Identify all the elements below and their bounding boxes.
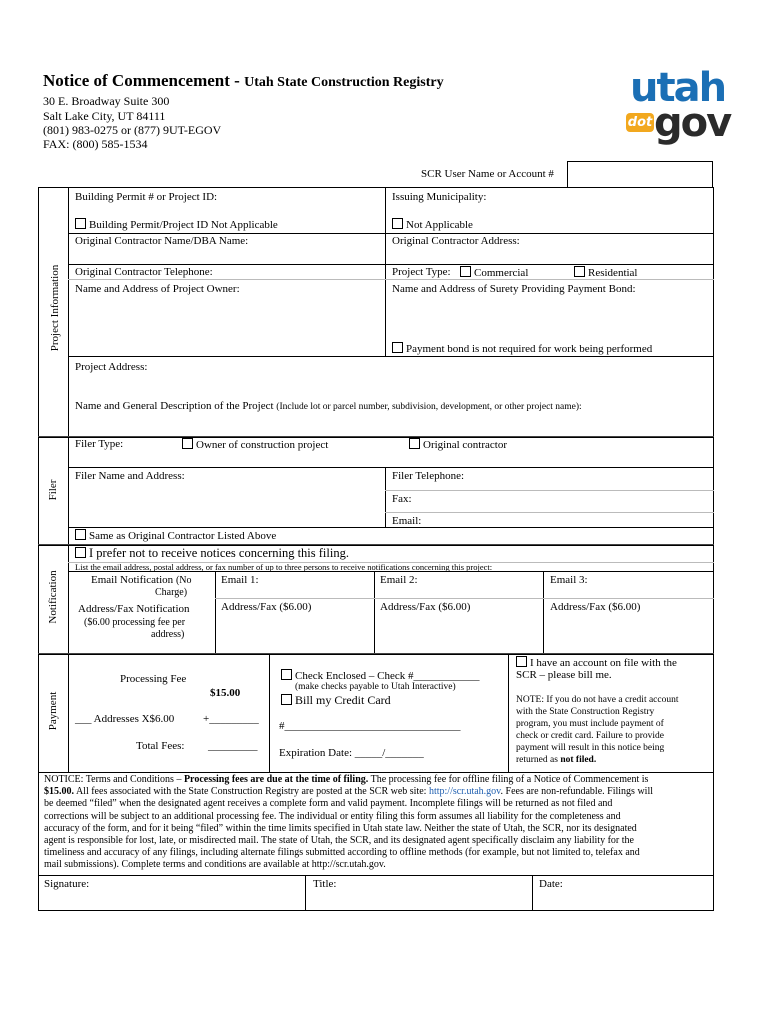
bill-credit-card-option[interactable]: Bill my Credit Card [281,693,391,708]
header-fax: FAX: (800) 585-1534 [43,137,148,151]
filer-fax-label: Fax: [392,493,412,505]
form-title-sub: Utah State Construction Registry [244,75,444,90]
municipality-na-checkbox[interactable] [392,218,403,229]
filer-section-label: Filer [47,479,59,501]
email-2-field[interactable]: Email 2: [380,574,418,586]
surety-label: Name and Address of Surety Providing Payment Bond: [392,283,636,295]
addresses-fee-total[interactable]: +_________ [203,713,259,725]
header-phone: (801) 983-0275 or (877) 9UT-EGOV [43,123,222,137]
permit-na-option[interactable]: Building Permit/Project ID Not Applicable [75,218,278,231]
payment-note-1: NOTE: If you do not have a credit account [516,695,679,705]
processing-fee-label: Processing Fee [120,673,187,685]
signature-field[interactable]: Signature: [44,878,90,890]
title-field[interactable]: Title: [313,878,337,890]
filer-contractor-checkbox[interactable] [409,438,420,449]
payment-note-3: program, you must include payment of [516,719,664,729]
email-3-field[interactable]: Email 3: [550,574,588,586]
notification-section-label: Notification [47,570,59,624]
residential-checkbox[interactable] [574,266,585,277]
logo-gov-text: gov [654,100,731,146]
filer-telephone-label: Filer Telephone: [392,470,465,482]
processing-fee-amount: $15.00 [210,687,241,699]
notification-opt-out-option[interactable]: I prefer not to receive notices concerning this filing. [75,546,349,561]
email-notification-label: Email Notification (No [91,574,192,586]
total-fees-field[interactable]: _________ [208,740,258,752]
addresses-fee-field[interactable]: ___ Addresses X$6.00 [75,713,175,725]
notification-instructions: List the email address, postal address, or fax number of up to three persons to receive notifications concerning this project: [75,562,493,572]
payment-note-6: returned as not filed. [516,755,597,765]
commercial-option[interactable]: Commercial [460,266,528,279]
project-section-label: Project Information [49,264,61,352]
address-1-field[interactable]: Address/Fax ($6.00) [221,601,312,613]
same-as-contractor-checkbox[interactable] [75,529,86,540]
building-permit-label: Building Permit # or Project ID: [75,191,218,203]
project-owner-label: Name and Address of Project Owner: [75,283,240,295]
card-number-field[interactable]: #________________________________ [279,720,461,732]
project-address-label: Project Address: [75,361,148,373]
email-1-field[interactable]: Email 1: [221,574,259,586]
form-title [43,71,444,91]
check-enclosed-checkbox[interactable] [281,669,292,680]
filer-owner-checkbox[interactable] [182,438,193,449]
total-fees-label: Total Fees: [136,740,185,752]
logo-dot-badge: dot [627,115,653,130]
permit-na-checkbox[interactable] [75,218,86,229]
bond-not-required-checkbox[interactable] [392,342,403,353]
check-enclosed-option[interactable]: Check Enclosed – Check #____________ [281,669,480,682]
form-title-main: Notice of Commencement - [43,71,240,90]
contractor-address-label: Original Contractor Address: [392,235,520,247]
contractor-name-label: Original Contractor Name/DBA Name: [75,235,249,247]
account-on-file-line2: SCR – please bill me. [516,669,612,681]
address-notification-note-1: ($6.00 processing fee per [84,617,186,628]
filer-contractor-option[interactable]: Original contractor [409,438,507,451]
filer-owner-option[interactable]: Owner of construction project [182,438,328,451]
payment-note-5: payment will result in this notice being [516,743,665,753]
bill-credit-card-checkbox[interactable] [281,694,292,705]
payment-note-2: with the State Construction Registry [516,707,655,717]
address-notification-note-2: address) [151,629,185,640]
payment-section-label: Payment [47,691,59,731]
notification-opt-out-checkbox[interactable] [75,547,86,558]
payment-note-4: check or credit card. Failure to provide [516,731,664,741]
email-notification-note: Charge) [155,587,188,598]
address-3-field[interactable]: Address/Fax ($6.00) [550,601,641,613]
project-type-label: Project Type: [392,266,451,278]
signature-row [38,875,714,911]
commercial-checkbox[interactable] [460,266,471,277]
bond-not-required-option[interactable]: Payment bond is not required for work being performed [392,342,652,355]
scr-website-link[interactable]: http://scr.utah.gov [428,786,501,798]
filer-email-label: Email: [392,515,422,527]
contractor-phone-label: Original Contractor Telephone: [75,266,213,278]
logo-utah-text: utah [630,65,726,111]
same-as-contractor-option[interactable]: Same as Original Contractor Listed Above [75,529,276,542]
terms-notice-text: NOTICE: Terms and Conditions – Processing fees are due at the time of filing. The processing fee for offline filing of a Notice of Commencement is $15.00. All fees associated with the State Construction Registry are posted at the SCR web site: http://scr.utah.gov. Fees are non-refundable. Filings will be deemed “filed” when the designated agent receives a complete form and valid payment. Incomplete filings will be returned as not filed and corrections will be subject to an additional processing fee. The individual or entity filing this form assumes all liability for the completeness and accuracy of the form, and for it being “filed” within the time limits specified in Utah state law. Neither the state of Utah, the SCR, nor its designated agent is responsible for lost, late, or misdirected mail. The state of Utah, the SCR, and its designated agent specifically disclaim any liability for the timeliness and accuracy of any filings, including alternate filings submitted according to offline methods (for example, but not limited to, telefax and mail submissions). Complete terms and conditions are available at http://scr.utah.gov. [44,774,653,871]
header-address1: 30 E. Broadway Suite 300 [43,94,170,108]
filer-type-label: Filer Type: [75,438,124,450]
project-description-label: Name and General Description of the Project (Include lot or parcel number, subdivision, development, or other project name): [75,400,582,412]
address-2-field[interactable]: Address/Fax ($6.00) [380,601,471,613]
filer-name-address-label: Filer Name and Address: [75,470,185,482]
account-on-file-option[interactable]: I have an account on file with the [516,656,677,669]
date-field[interactable]: Date: [539,878,563,890]
account-on-file-checkbox[interactable] [516,656,527,667]
header-address2: Salt Lake City, UT 84111 [43,109,166,123]
scr-account-input[interactable] [567,161,713,188]
expiration-date-field[interactable]: Expiration Date: _____/_______ [279,747,424,759]
scr-account-label: SCR User Name or Account # [421,168,554,180]
residential-option[interactable]: Residential [574,266,638,279]
issuing-municipality-label: Issuing Municipality: [392,191,487,203]
municipality-na-option[interactable]: Not Applicable [392,218,473,231]
check-payable-note: (make checks payable to Utah Interactive) [295,682,456,692]
address-notification-label: Address/Fax Notification [78,603,190,615]
